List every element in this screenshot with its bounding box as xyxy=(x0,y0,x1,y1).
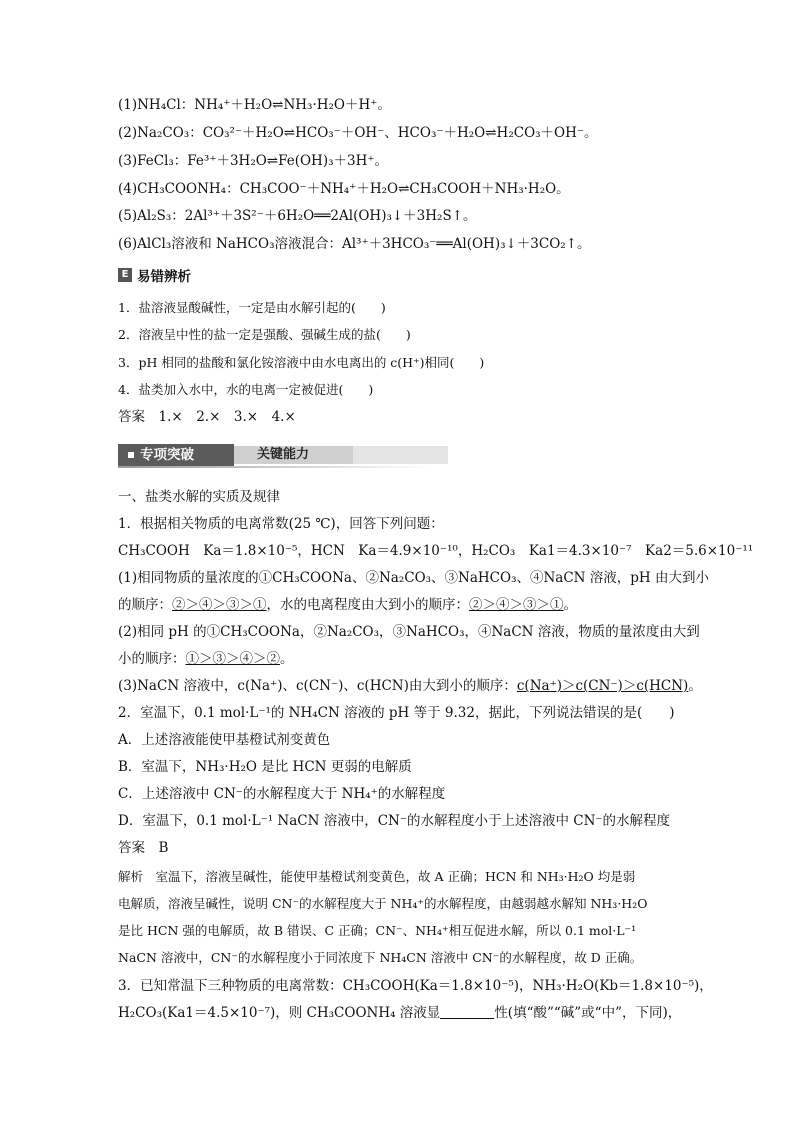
hydrolysis-example-2: (2)Na₂CO₃：CO₃²⁻＋H₂O⇌HCO₃⁻＋OH⁻、HCO₃⁻＋H₂O⇌H₂CO₃＋OH⁻。 xyxy=(118,125,598,141)
q1-part1-answer2: ②＞④＞③＞① xyxy=(469,597,564,613)
error-item-2: 2．溶液呈中性的盐一定是强酸、强碱生成的盐( ) xyxy=(118,327,411,342)
q1-part1-line2 xyxy=(118,595,577,615)
hydrolysis-example-6: (6)AlCl₃溶液和 NaHCO₃溶液混合：Al³⁺＋3HCO₃⁻══Al(OH)₃↓＋3CO₂↑。 xyxy=(118,236,591,252)
q2-stem: 2．室温下，0.1 mol·L⁻¹的 NH₄CN 溶液的 pH 等于 9.32，据此，下列说法错误的是( ) xyxy=(118,705,675,721)
q1-part1-end: 。 xyxy=(563,597,577,613)
q1-part3-end: 。 xyxy=(688,678,702,694)
q3-answer-blank[interactable] xyxy=(440,1004,494,1019)
q1-part1-line1: (1)相同物质的量浓度的①CH₃COONa、②Na₂CO₃、③NaHCO₃、④NaCN 溶液，pH 由大到小 xyxy=(118,570,709,586)
part-title: 一、盐类水解的实质及规律 xyxy=(118,489,280,505)
q1-part3 xyxy=(118,676,702,696)
q3-line2-prefix: H₂CO₃(Ka1＝4.5×10⁻⁷)，则 CH₃COONH₄ 溶液显 xyxy=(118,1005,441,1021)
q3-line2 xyxy=(118,1003,681,1023)
error-section-icon: E xyxy=(118,268,132,282)
hydrolysis-example-4: (4)CH₃COONH₄：CH₃COO⁻＋NH₄⁺＋H₂O⇌CH₃COOH＋NH₃·H₂O。 xyxy=(118,181,570,197)
q3-line1: 3．已知常温下三种物质的电离常数：CH₃COOH(Ka＝1.8×10⁻⁵)，NH₃·H₂O(Kb＝1.8×10⁻⁵)， xyxy=(118,978,713,994)
hydrolysis-example-1: (1)NH₄Cl：NH₄⁺＋H₂O⇌NH₃·H₂O＋H⁺。 xyxy=(118,97,391,113)
banner-square-icon xyxy=(128,452,134,458)
q1-part1-answer1: ②＞④＞③＞① xyxy=(172,597,267,613)
q2-option-b: B．室温下，NH₃·H₂O 是比 HCN 更弱的电解质 xyxy=(118,759,412,775)
q2-option-c: C．上述溶液中 CN⁻的水解程度大于 NH₄⁺的水解程度 xyxy=(118,786,446,802)
q1-part1-mid: ，水的电离程度由大到小的顺序： xyxy=(266,597,469,613)
banner-underline xyxy=(118,466,432,468)
banner-fade-block xyxy=(353,446,448,464)
hydrolysis-example-3: (3)FeCl₃：Fe³⁺＋3H₂O⇌Fe(OH)₃＋3H⁺。 xyxy=(118,153,388,169)
q2-analysis-3: 是比 HCN 强的电解质，故 B 错误、C 正确；CN⁻、NH₄⁺相互促进水解，所以 0.1 mol·L⁻¹ xyxy=(118,923,637,938)
q1-part1-prefix: 的顺序： xyxy=(118,597,172,613)
error-answer: 答案 1.× 2.× 3.× 4.× xyxy=(118,409,296,425)
error-item-1: 1．盐溶液显酸碱性，一定是由水解引起的( ) xyxy=(118,300,386,315)
q1-part2-line2 xyxy=(118,649,294,669)
q1-part2-end: 。 xyxy=(280,651,294,667)
q1-part2-prefix: 小的顺序： xyxy=(118,651,186,667)
banner-title: 专项突破 xyxy=(140,447,194,463)
q1-stem: 1．根据相关物质的电离常数(25 ℃)，回答下列问题： xyxy=(118,516,444,532)
hydrolysis-example-5: (5)Al₂S₃：2Al³⁺＋3S²⁻＋6H₂O══2Al(OH)₃↓＋3H₂S↑。 xyxy=(118,208,477,224)
q2-analysis-4: NaCN 溶液中，CN⁻的水解程度小于同浓度下 NH₄CN 溶液中 CN⁻的水解程度，故 D 正确。 xyxy=(118,950,643,965)
error-section-title: 易错辨析 xyxy=(137,269,191,285)
q3-line2-suffix: 性(填“酸”“碱”或“中”，下同)， xyxy=(494,1005,682,1021)
banner-subtitle: 关键能力 xyxy=(257,447,310,462)
q2-option-a: A．上述溶液能使甲基橙试剂变黄色 xyxy=(118,732,331,748)
q1-constants: CH₃COOH Ka＝1.8×10⁻⁵，HCN Ka＝4.9×10⁻¹⁰，H₂CO₃ Ka1＝4.3×10⁻⁷ Ka2＝5.6×10⁻¹¹ xyxy=(118,543,754,559)
q2-analysis-1: 解析 室温下，溶液呈碱性，能使甲基橙试剂变黄色，故 A 正确；HCN 和 NH₃·H₂O 均是弱 xyxy=(118,869,636,884)
error-item-4: 4．盐类加入水中，水的电离一定被促进( ) xyxy=(118,382,374,397)
q1-part3-answer: c(Na⁺)＞c(CN⁻)＞c(HCN) xyxy=(516,678,689,694)
q1-part2-answer: ①＞③＞④＞② xyxy=(185,651,280,667)
section-banner xyxy=(118,444,432,468)
error-item-3: 3．pH 相同的盐酸和氯化铵溶液中由水电离出的 c(H⁺)相同( ) xyxy=(118,355,485,370)
q2-analysis-2: 电解质，溶液呈碱性，说明 CN⁻的水解程度大于 NH₄⁺的水解程度，由越弱越水解知 NH₃·H₂O xyxy=(118,896,648,911)
q2-answer: 答案 B xyxy=(118,840,169,856)
q2-option-d: D．室温下，0.1 mol·L⁻¹ NaCN 溶液中，CN⁻的水解程度小于上述溶液中 CN⁻的水解程度 xyxy=(118,813,671,829)
q1-part2-line1: (2)相同 pH 的①CH₃COONa，②Na₂CO₃，③NaHCO₃，④NaCN 溶液，物质的量浓度由大到 xyxy=(118,624,700,640)
q1-part3-prefix: (3)NaCN 溶液中，c(Na⁺)、c(CN⁻)、c(HCN)由大到小的顺序： xyxy=(118,678,517,694)
